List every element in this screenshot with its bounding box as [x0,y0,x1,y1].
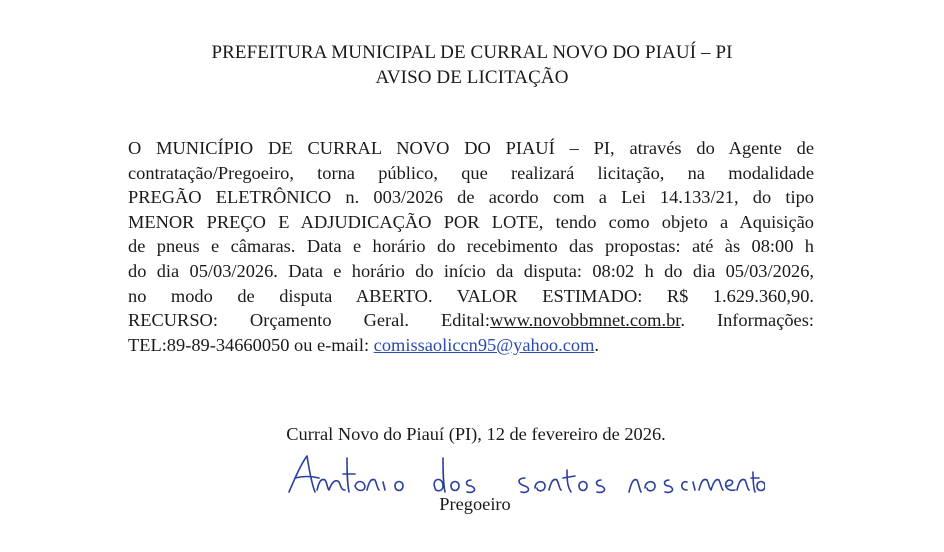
body-line-1: O MUNICÍPIO DE CURRAL NOVO DO PIAUÍ – PI, através do Agente de [128,138,814,158]
signatory-role: Pregoeiro [439,494,511,514]
resource-text: RECURSO: Orçamento Geral. Edital: [128,310,491,331]
info-text: . Informações: [680,310,814,331]
body-line-8 [128,308,814,333]
email-link[interactable]: comissaoliccn95@yahoo.com [373,334,595,355]
body-line-3: PREGÃO ELETRÔNICO n. 003/2026 de acordo com a Lei 14.133/21, do tipo [128,187,814,208]
municipality-title: PREFEITURA MUNICIPAL DE CURRAL NOVO DO PIAUÍ – PI [211,42,733,63]
edital-link[interactable]: www.novobbmnet.com.br [490,310,681,331]
body-line-9 [128,333,814,358]
phone-text: TEL:89-89-34660050 ou e-mail: [128,334,374,355]
dateline: Curral Novo do Piauí (PI), 12 de fevereiro de 2026. [286,424,666,444]
body-line-2: contratação/Pregoeiro, torna público, que realizará licitação, na modalidade [128,162,814,183]
notice-title: AVISO DE LICITAÇÃO [375,67,569,88]
notice-body [128,136,814,357]
body-line-6: do dia 05/03/2026. Data e horário do início da disputa: 08:02 h do dia 05/03/2026, [128,260,814,281]
body-line-7: no modo de disputa ABERTO. VALOR ESTIMADO: R$ 1.629.360,90. [128,285,814,306]
period-text: . [594,334,599,355]
body-line-4: MENOR PREÇO E ADJUDICAÇÃO POR LOTE, tendo como objeto a Aquisição [128,211,814,232]
notice-header [0,40,944,90]
body-line-5: de pneus e câmaras. Data e horário do recebimento das propostas: até às 08:00 h [128,236,814,257]
